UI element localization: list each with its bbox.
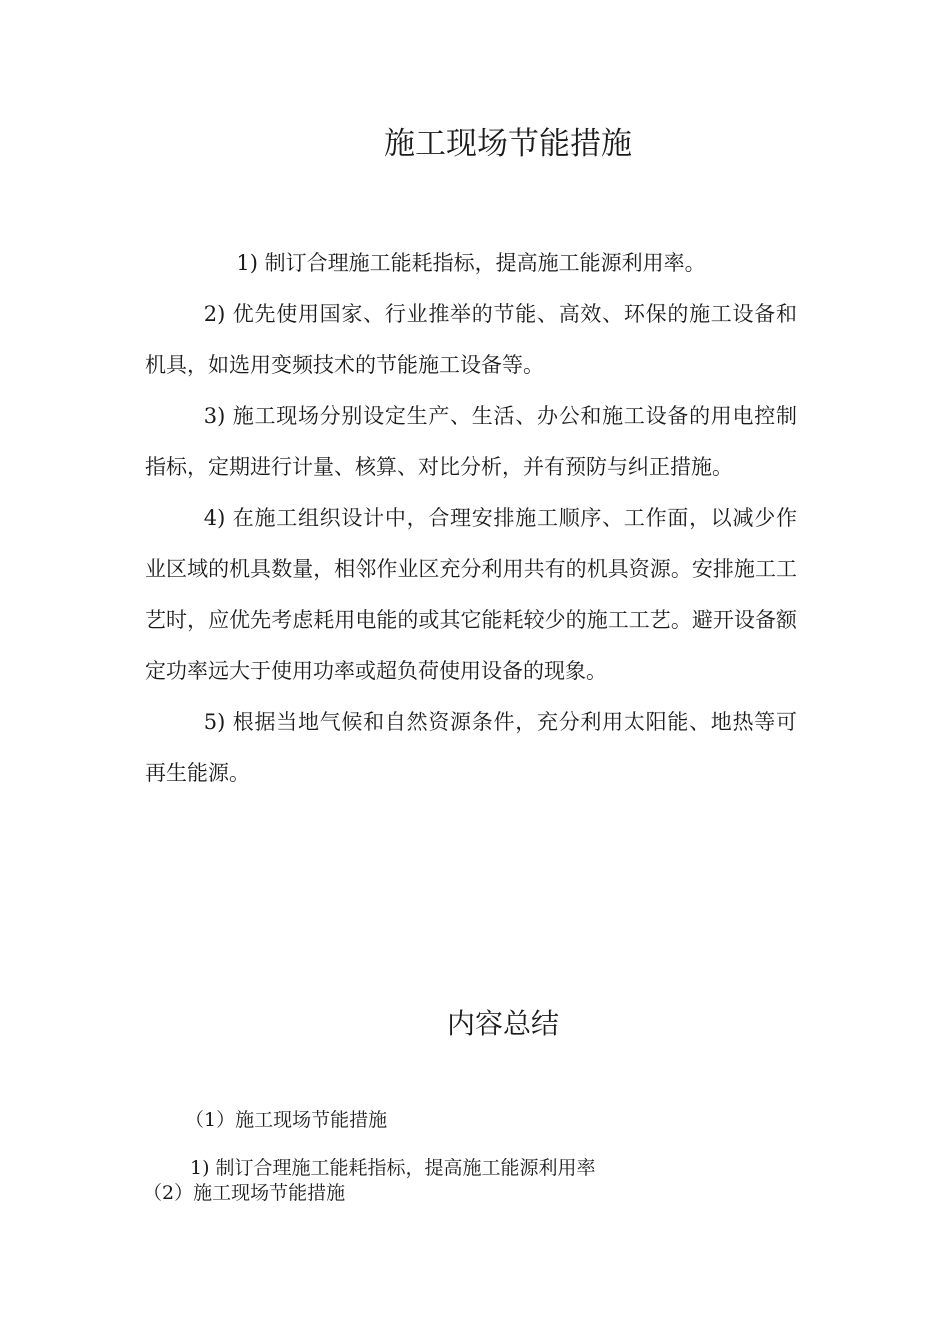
- paragraph-3: 3) 施工现场分别设定生产、生活、办公和施工设备的用电控制指标，定期进行计量、核算、对比分析，并有预防与纠正措施。: [145, 404, 797, 479]
- summary-title: 内容总结: [446, 1007, 559, 1040]
- page-title: 施工现场节能措施: [384, 126, 632, 162]
- paragraph-1: 1) 制订合理施工能耗指标，提高施工能源利用率。: [236, 251, 706, 275]
- summary-line-3: （2）施工现场节能措施: [143, 1182, 346, 1204]
- document-body: [145, 238, 797, 799]
- paragraph-4: 4) 在施工组织设计中，合理安排施工顺序、工作面，以减少作业区域的机具数量，相邻作业区充分利用共有的机具资源。安排施工工艺时，应优先考虑耗用电能的或其它能耗较少的施工工艺。避开设备额定功率远大于使用功率或超负荷使用设备的现象。: [145, 506, 797, 683]
- summary-line-2: 1) 制订合理施工能耗指标，提高施工能源利用率: [190, 1157, 596, 1179]
- paragraph-2: 2) 优先使用国家、行业推举的节能、高效、环保的施工设备和机具，如选用变频技术的节能施工设备等。: [145, 302, 797, 377]
- summary-line-1: （1）施工现场节能措施: [185, 1109, 388, 1131]
- paragraph-5: 5) 根据当地气候和自然资源条件，充分利用太阳能、地热等可再生能源。: [145, 710, 797, 785]
